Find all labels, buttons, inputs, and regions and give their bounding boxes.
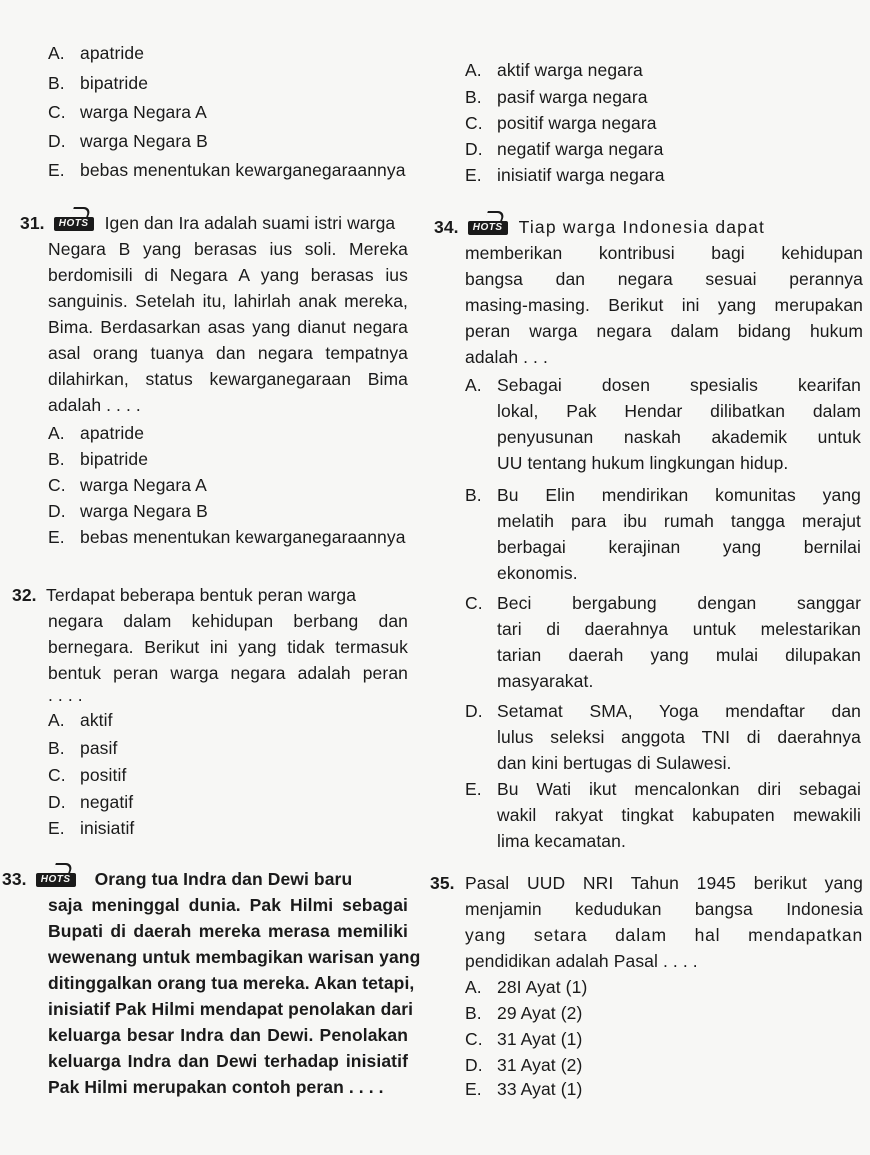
- question-33-stem-line-9: Pak Hilmi merupakan contoh peran . . . .: [48, 1077, 384, 1097]
- q31-option-b[interactable]: B. bipatride: [48, 449, 149, 469]
- question-35-stem-line-2: menjamin kedudukan bangsa Indonesia: [465, 899, 863, 919]
- question-32-stem-line-2: negara dalam kehidupan berbang dan: [48, 611, 408, 631]
- question-number: 31.: [20, 213, 45, 233]
- question-34-stem-line-2: memberikan kontribusi bagi kehidupan: [465, 243, 863, 263]
- prev-option-a[interactable]: A. aktif warga negara: [465, 60, 643, 80]
- question-35-stem-line-3: yang setara dalam hal mendapatkan: [465, 925, 863, 945]
- question-31-stem-line-4: sanguinis. Setelah itu, lahirlah anak mereka,: [48, 291, 408, 311]
- question-35-stem-line-4: pendidikan adalah Pasal . . . .: [465, 951, 698, 971]
- question-34-stem-line-3: bangsa dan negara sesuai perannya: [465, 269, 863, 289]
- hots-badge-icon: HOTS: [468, 216, 510, 236]
- q31-option-e[interactable]: E. bebas menentukan kewarganegaraannya: [48, 527, 406, 547]
- q35-option-b[interactable]: B. 29 Ayat (2): [465, 1003, 583, 1023]
- question-number: 33.: [2, 869, 27, 889]
- q31-option-d[interactable]: D. warga Negara B: [48, 501, 208, 521]
- question-number: 34.: [434, 217, 459, 237]
- question-35-stem-line-1: 35. Pasal UUD NRI Tahun 1945 berikut yang: [430, 870, 863, 896]
- question-32-stem-line-3: bernegara. Berikut ini yang tidak termasuk: [48, 637, 408, 657]
- question-31-stem-line-8: adalah . . . .: [48, 395, 141, 415]
- prev-option-d[interactable]: D. warga Negara B: [48, 131, 208, 151]
- question-31-stem-line-3: berdomisili di Negara A yang berasas ius: [48, 265, 408, 285]
- q32-option-a[interactable]: A. aktif: [48, 710, 113, 730]
- question-33-stem-line-7: keluarga besar Indra dan Dewi. Penolakan: [48, 1025, 408, 1045]
- hots-badge-icon: HOTS: [54, 212, 96, 232]
- question-33-stem-line-6: inisiatif Pak Hilmi mendapat penolakan dari: [48, 999, 414, 1019]
- prev-option-e[interactable]: E. inisiatif warga negara: [465, 165, 665, 185]
- q35-option-d[interactable]: D. 31 Ayat (2): [465, 1055, 583, 1075]
- prev-option-b[interactable]: B. pasif warga negara: [465, 87, 648, 107]
- prev-option-c[interactable]: C. warga Negara A: [48, 102, 207, 122]
- q32-option-e[interactable]: E. inisiatif: [48, 818, 135, 838]
- question-33-stem-line-3: Bupati di daerah mereka merasa memiliki: [48, 921, 408, 941]
- question-33-stem-line-8: keluarga Indra dan Dewi terhadap inisiatif: [48, 1051, 408, 1071]
- prev-option-a[interactable]: A. apatride: [48, 43, 145, 63]
- question-32-stem-line-5: . . . .: [48, 685, 83, 705]
- q32-option-d[interactable]: D. negatif: [48, 792, 134, 812]
- question-33-stem-line-4: wewenang untuk membagikan warisan yang: [48, 947, 421, 967]
- prev-option-d[interactable]: D. negatif warga negara: [465, 139, 664, 159]
- question-31-stem-line-7: dilahirkan, status kewarganegaraan Bima: [48, 369, 408, 389]
- question-31-stem-line-6: asal orang tuanya dan negara tempatnya: [48, 343, 408, 363]
- question-number: 32.: [12, 585, 37, 605]
- question-32-stem-line-1: 32. Terdapat beberapa bentuk peran warga: [12, 582, 410, 608]
- q31-option-a[interactable]: A. apatride: [48, 423, 145, 443]
- prev-option-c[interactable]: C. positif warga negara: [465, 113, 657, 133]
- question-31-stem-line-2: Negara B yang berasas ius soli. Mereka: [48, 239, 408, 259]
- question-34-stem-line-1: 34. HOTS Tiap warga Indonesia dapat: [434, 214, 866, 240]
- question-34-stem-line-4: masing-masing. Berikut ini yang merupakan: [465, 295, 863, 315]
- q31-option-c[interactable]: C. warga Negara A: [48, 475, 207, 495]
- hots-badge-icon: HOTS: [36, 868, 78, 888]
- prev-option-b[interactable]: B. bipatride: [48, 73, 149, 93]
- question-33-stem-line-2: saja meninggal dunia. Pak Hilmi sebagai: [48, 895, 408, 915]
- question-31-stem-line-5: Bima. Berdasarkan asas yang dianut negara: [48, 317, 408, 337]
- q35-option-c[interactable]: C. 31 Ayat (1): [465, 1029, 583, 1049]
- question-34-stem-line-6: adalah . . .: [465, 347, 548, 367]
- question-31-stem-line-1: 31. HOTS Igen dan Ira adalah suami istri warga: [20, 210, 410, 236]
- q35-option-e[interactable]: E. 33 Ayat (1): [465, 1079, 583, 1099]
- prev-option-e[interactable]: E. bebas menentukan kewarganegaraannya: [48, 160, 406, 180]
- question-34-stem-line-5: peran warga negara dalam bidang hukum: [465, 321, 863, 341]
- question-number: 35.: [430, 873, 455, 893]
- question-33-stem-line-5: ditinggalkan orang tua mereka. Akan tetapi,: [48, 973, 415, 993]
- q35-option-a[interactable]: A. 28I Ayat (1): [465, 977, 588, 997]
- q32-option-c[interactable]: C. positif: [48, 765, 127, 785]
- question-33-stem-line-1: 33. HOTS Orang tua Indra dan Dewi baru: [2, 866, 410, 892]
- q32-option-b[interactable]: B. pasif: [48, 738, 118, 758]
- question-32-stem-line-4: bentuk peran warga negara adalah peran: [48, 663, 408, 683]
